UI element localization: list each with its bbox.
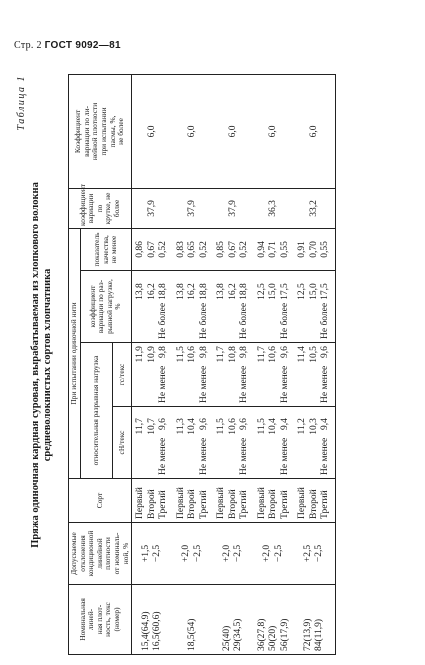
header-quality-index: показатель качества, не менее — [80, 228, 132, 270]
cell-cv-skein: 37,9 — [213, 188, 254, 228]
table-title-line-2: средневолокнистых сортов хлопчатника — [42, 268, 53, 462]
cell-cv-skein: 33,2 — [294, 188, 335, 228]
cell-deviation: +2,5 −2,5 — [294, 523, 335, 585]
yarn-spec-table — [68, 74, 336, 655]
cell-load-gf: Не менее 11,7 10,8 9,8 — [213, 343, 254, 407]
table-row — [254, 74, 295, 654]
cell-load-gf: Не менее 11,5 10,6 9,8 — [173, 343, 214, 407]
cell-grades: Первый Второй Третий — [173, 479, 214, 523]
cell-grades: Первый Второй Третий — [294, 479, 335, 523]
header-nominal-density: Номинальная линей- ная плот- ность, текс (номер) — [69, 585, 132, 655]
cell-cv-skein: 37,9 — [132, 188, 173, 228]
cell-cv-load: Не более 13,8 16,2 18,8 — [132, 271, 173, 343]
cell-deviation: +2,0 −2,5 — [254, 523, 295, 585]
header-deviation: Допускаемые отклонения кондиционной линейной плотности от номиналь- ной, % — [69, 523, 132, 585]
cell-density: 25(40) 29(34,5) — [213, 585, 254, 655]
cell-load-gf: Не менее 11,9 10,9 9,8 — [132, 343, 173, 407]
cell-grades: Первый Второй Третий — [132, 479, 173, 523]
table-row — [294, 74, 335, 654]
cell-cv-density: 6,0 — [254, 74, 295, 188]
header-unit-cn: сН/текс — [113, 407, 132, 479]
cell-quality: 0,91 0,70 0,55 — [294, 228, 335, 270]
header-relative-load: относительная разрывная нагрузка — [80, 343, 113, 479]
cell-cv-skein: 37,9 — [173, 188, 214, 228]
cell-quality: 0,83 0,65 0,52 — [173, 228, 214, 270]
table-title-line-1: Пряжа одиночная кардная суровая, вырабатываемая из хлопкового волокна — [30, 182, 41, 548]
cell-cv-density: 6,0 — [173, 74, 214, 188]
table-row — [173, 74, 214, 654]
page-header — [14, 40, 121, 51]
cell-density: 36(27,8) 50(20) 56(17,9) — [254, 585, 295, 655]
cell-cv-load: Не более 13,8 16,2 18,8 — [213, 271, 254, 343]
header-single-thread: При испытании одиночной нити — [69, 228, 81, 478]
cell-cv-load: Не более 12,5 15,0 17,5 — [294, 271, 335, 343]
cell-deviation: +1,5 −2,5 — [132, 523, 173, 585]
cell-cv-density: 6,0 — [213, 74, 254, 188]
cell-load-cn: Не менее 11,2 10,3 9,4 — [294, 407, 335, 479]
cell-density: 15,4(64,9) 16,5(60,6) — [132, 585, 173, 655]
cell-load-cn: Не менее 11,5 10,4 9,4 — [254, 407, 295, 479]
page-number: Стр. 2 — [14, 40, 42, 51]
cell-deviation: +2,0 −2,5 — [173, 523, 214, 585]
table-title — [30, 75, 54, 655]
header-cv-load: коэффициент вариации по раз- рывной нагрузке, % — [80, 271, 132, 343]
rotated-table-page — [16, 75, 414, 655]
cell-quality: 0,86 0,67 0,52 — [132, 228, 173, 270]
header-cv-skein: коэффициент вариации по крутке, не более — [69, 188, 132, 228]
cell-grades: Первый Второй Третий — [213, 479, 254, 523]
table-label: Таблица 1 — [16, 75, 27, 131]
cell-cv-load: Не более 13,8 16,2 18,8 — [173, 271, 214, 343]
cell-quality: 0,85 0,67 0,52 — [213, 228, 254, 270]
table-row — [132, 74, 173, 654]
header-cv-density: Коэффициент вариации по ли- нейной плотности при испытании пасмы, %, не более — [69, 74, 132, 188]
cell-cv-density: 6,0 — [294, 74, 335, 188]
cell-deviation: +2,0 −2,5 — [213, 523, 254, 585]
cell-load-gf: Не менее 11,4 10,5 9,6 — [294, 343, 335, 407]
cell-density: 72(13,9) 84(11,9) — [294, 585, 335, 655]
cell-density: 18,5(54) — [173, 585, 214, 655]
cell-quality: 0,94 0,71 0,55 — [254, 228, 295, 270]
header-unit-gf: гс/текс — [113, 343, 132, 407]
cell-cv-skein: 36,3 — [254, 188, 295, 228]
table-row — [213, 74, 254, 654]
cell-load-cn: Не менее 11,5 10,6 9,6 — [213, 407, 254, 479]
cell-cv-density: 6,0 — [132, 74, 173, 188]
header-grade: Сорт — [69, 479, 132, 523]
cell-load-gf: Не менее 11,7 10,6 9,6 — [254, 343, 295, 407]
standard-number: ГОСТ 9092—81 — [44, 40, 121, 51]
cell-load-cn: Не менее 11,7 10,7 9,6 — [132, 407, 173, 479]
cell-cv-load: Не более 12,5 15,0 17,5 — [254, 271, 295, 343]
cell-load-cn: Не менее 11,3 10,4 9,6 — [173, 407, 214, 479]
cell-grades: Первый Второй Третий — [254, 479, 295, 523]
